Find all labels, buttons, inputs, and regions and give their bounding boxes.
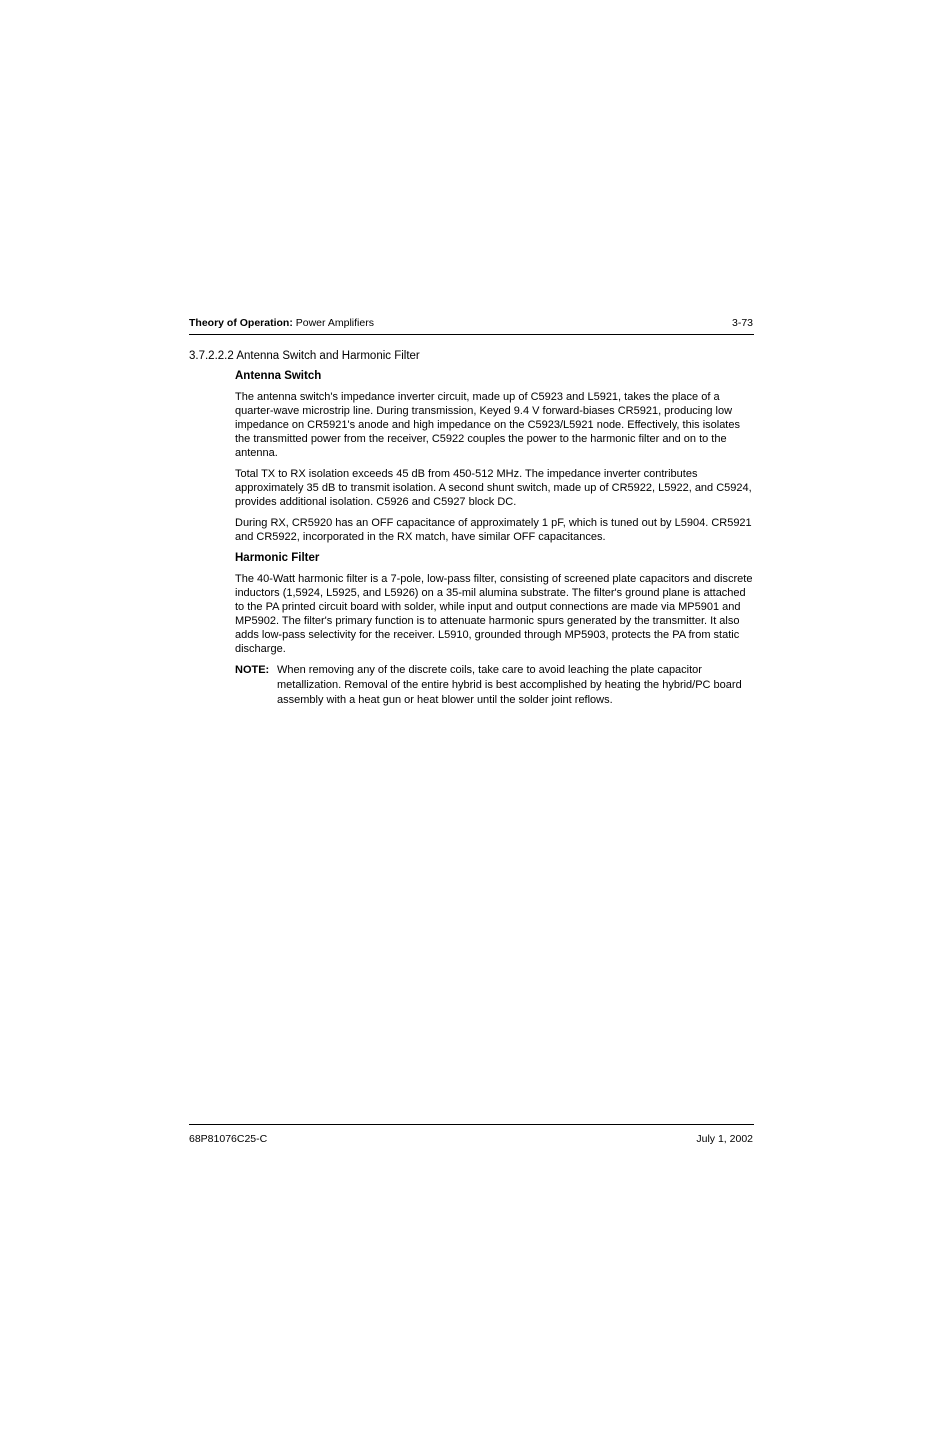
document-number: 68P81076C25-C	[189, 1133, 268, 1145]
harmonic-filter-heading: Harmonic Filter	[235, 552, 320, 564]
section-heading: 3.7.2.2.2 Antenna Switch and Harmonic Filter	[189, 350, 420, 362]
running-title	[189, 317, 374, 329]
footer-rule	[189, 1124, 754, 1125]
paragraph: The antenna switch's impedance inverter circuit, made up of C5923 and L5921, takes the place of a quarter-wave microstrip line. During transmission, Keyed 9.4 V forward-biases CR5921, producing low impedance on CR5921's anode and high impedance on the C5923/L5921 node. Effectively, this isolates the transmitted power from the receiver, C5922 couples the power to the harmonic filter and on to the antenna.	[235, 391, 740, 459]
note-label: NOTE:	[235, 664, 270, 676]
running-title-rest: Power Amplifiers	[292, 317, 374, 329]
antenna-switch-heading: Antenna Switch	[235, 370, 322, 382]
note-text: When removing any of the discrete coils, take care to avoid leaching the plate capacitor metallization. Removal of the entire hybrid is best accomplished by heating the hybrid/PC board assembly with a heat gun or heat blower until the solder joint reflows.	[277, 664, 742, 706]
body-text	[235, 369, 755, 708]
publication-date: July 1, 2002	[696, 1133, 753, 1145]
page-number: 3-73	[731, 317, 753, 329]
paragraph: The 40-Watt harmonic filter is a 7-pole, low-pass filter, consisting of screened plate capacitors and discrete inductors (1,5924, L5925, and L5926) on a 35-mil alumina substrate. The filter's ground plane is attached to the PA printed circuit board with solder, while input and output connections are made via MP5901 and MP5902. The filter's primary function is to attenuate harmonic spurs generated by the transmitter. It also adds low-pass selectivity for the receiver. L5910, grounded through MP5903, protects the PA from static discharge.	[235, 573, 753, 655]
paragraph: During RX, CR5920 has an OFF capacitance of approximately 1 pF, which is tuned out by L5904. CR5921 and CR5922, incorporated in the RX match, have similar OFF capacitances.	[235, 517, 752, 543]
running-title-bold: Theory of Operation:	[189, 317, 293, 329]
note-block	[235, 663, 755, 708]
header-rule	[189, 334, 754, 335]
paragraph: Total TX to RX isolation exceeds 45 dB from 450-512 MHz. The impedance inverter contributes approximately 35 dB to transmit isolation. A second shunt switch, made up of CR5922, L5922, and C5924, provides additional isolation. C5926 and C5927 block DC.	[235, 468, 752, 508]
